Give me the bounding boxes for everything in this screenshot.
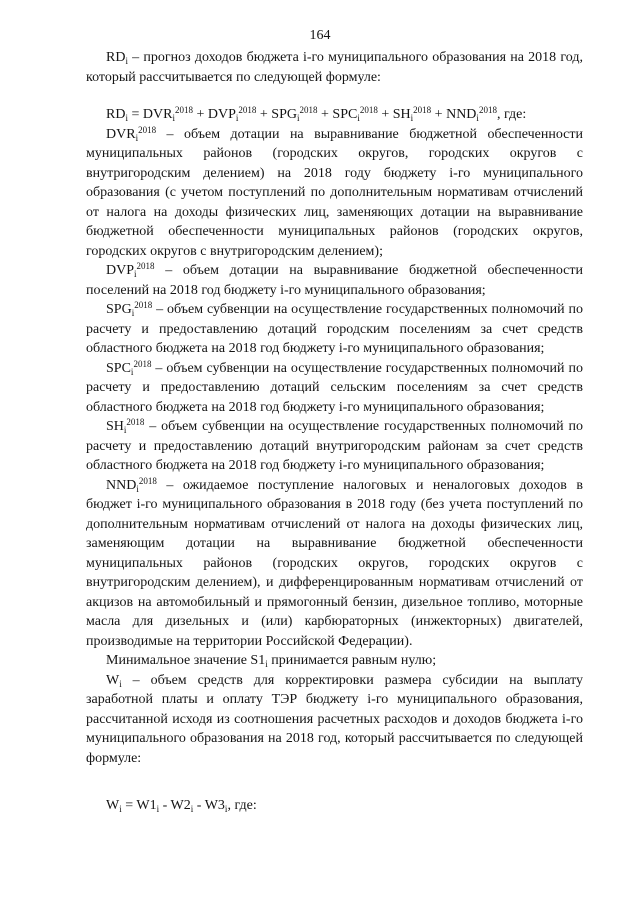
definition-sh: $SH_i^{2018}$ – объем субвенции на осуществление государственных полномочий по расчету и предоставлению дотаций внутригородским районам за счет средств областного бюджета на 2018 год бюджету i-го муниципального образования; xyxy=(86,417,583,473)
definition-spg: $SPG_i^{2018}$ – объем субвенции на осуществление государственных полномочий по расчету и предоставлению дотаций городским поселениям за счет средств областного бюджета на 2018 год бюджету i-го муниципального образования; xyxy=(86,300,583,356)
min-s1-note: Минимальное значение $S1_i$ принимается равным нулю; xyxy=(106,653,437,669)
page-number: 164 xyxy=(309,28,331,43)
definition-nnd: $NND_i^{2018}$ – ожидаемое поступление налоговых и неналоговых доходов в бюджет i-го муниципального образования в 2018 году (без учета поступлений по дополнительным нормативам отчислений от налога на доходы физических лиц, заменяющим дотации на выравнивание бюджетной обеспеченности муниципальных районов (городских округов, городских округов с внутригородским делением), и дифференцированным нормативам отчислений от акцизов на автомобильный и прямогонный бензин, дизельное топливо, моторные масла для дизельных и (или) карбюраторных (инжекторных) двигателей, производимые на территории Российской Федерации). xyxy=(86,475,583,649)
definition-spc: $SPC_i^{2018}$ – объем субвенции на осуществление государственных полномочий по расчету и предоставлению дотаций сельским поселениям за счет средств областного бюджета на 2018 год бюджету i-го муниципального образования; xyxy=(86,358,583,415)
document-body xyxy=(86,48,583,816)
definition-dvr: $DVR_i^{2018}$ – объем дотации на выравнивание бюджетной обеспеченности муниципальных районов (городских округов, городских округов с внутригородским делением) на 2018 году бюджету i-го муниципального образования (с учетом поступлений по дополнительным нормативам отчислений от налога на доходы физических лиц, заменяющих дотации на выравнивание бюджетной обеспеченности муниципальных районов (городских округов, городских округов с внутригородским делением); xyxy=(86,124,583,259)
w-definition: $W_i$ – объем средств для корректировки размера субсидии на выплату заработной платы и оплату ТЭР бюджету i-го муниципального образования, рассчитанной исходя из соотношения расчетных расходов и доходов бюджета i-го муниципального образования на 2018 год, который рассчитывается по следующей формуле: xyxy=(86,672,583,766)
rd-formula: $RD_i = DVR_i^{2018} + DVP_i^{2018} + SPG_i^{2018} + SPC_i^{2018} + SH_i^{2018} + NND_i^{2018}$, где: xyxy=(106,105,527,123)
w-formula: $W_i = W1_i - W2_i - W3_i$, где: xyxy=(106,798,257,814)
rd-intro: $RD_i$ – прогноз доходов бюджета i-го муниципального образования на 2018 год, который рассчитывается по следующей формуле: xyxy=(86,50,583,85)
definition-dvp: $DVP_i^{2018}$ – объем дотации на выравнивание бюджетной обеспеченности поселений на 2018 год бюджету i-го муниципального образования; xyxy=(86,261,583,298)
